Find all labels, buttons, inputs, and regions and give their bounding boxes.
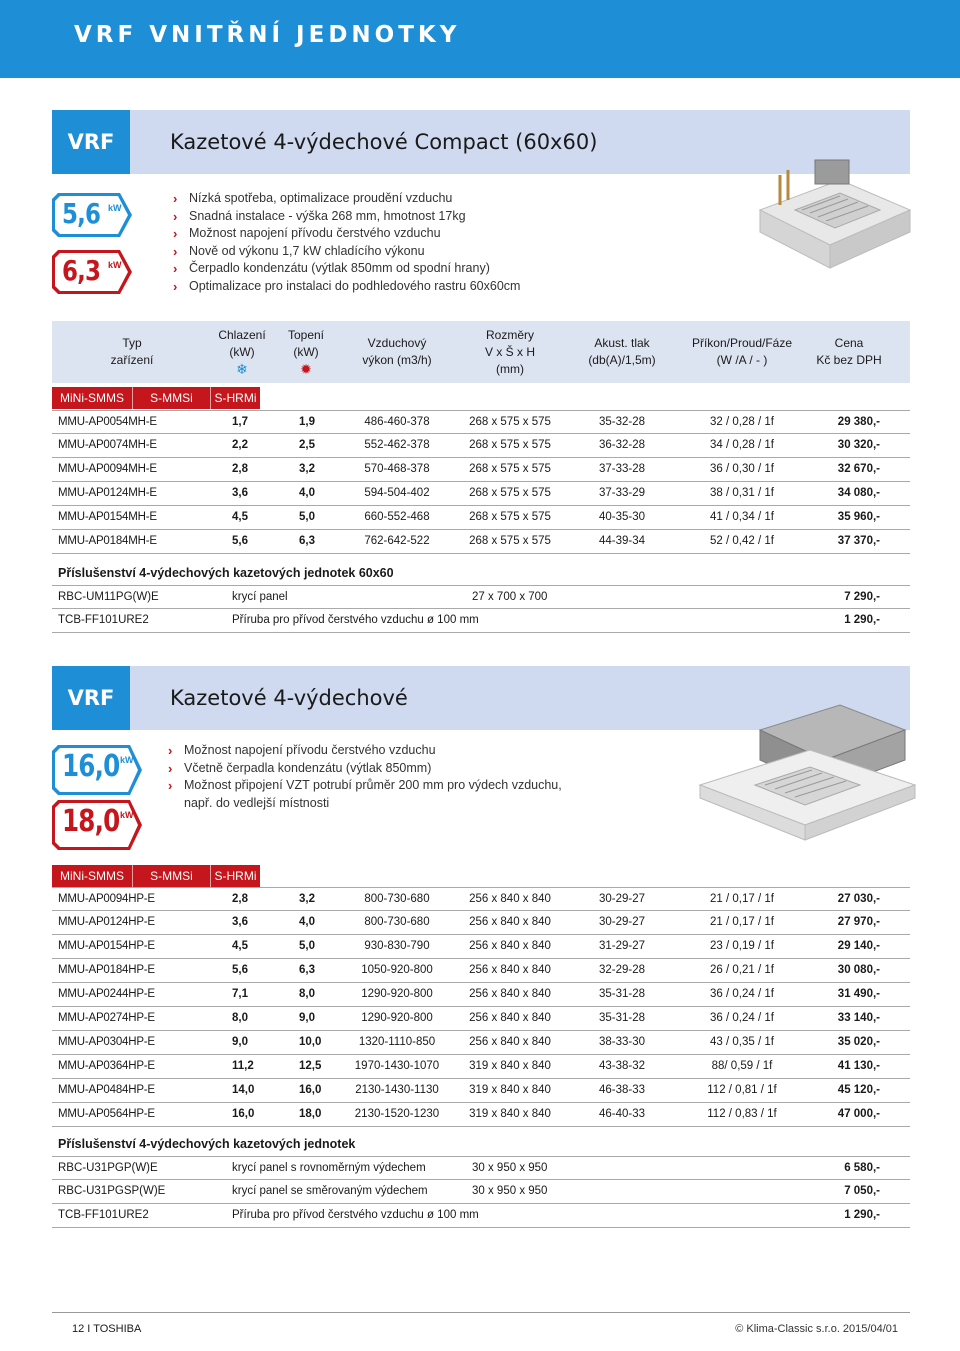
accessory-cell: krycí panel se směrovaným výdechem bbox=[232, 1185, 428, 1197]
table-cell: 5,0 bbox=[299, 511, 315, 523]
table-cell: 27 970,- bbox=[837, 916, 880, 928]
table-cell: MMU-AP0274HP-E bbox=[58, 1012, 155, 1024]
feature-item: › Možnost připojení VZT potrubí průměr 200 mm pro výdech vzduchu, bbox=[168, 778, 562, 794]
table-cell: 256 x 840 x 840 bbox=[469, 893, 551, 905]
table-cell: 34 / 0,28 / 1f bbox=[710, 439, 774, 451]
feature-item: › Možnost napojení přívodu čerstvého vzduchu bbox=[168, 743, 436, 758]
col-topeni: Topení (kW) ✹ bbox=[278, 327, 334, 378]
accessory-cell: 1 290,- bbox=[844, 614, 880, 626]
feature-item: › Včetně čerpadla kondenzátu (výtlak 850mm) bbox=[168, 760, 432, 776]
table-row bbox=[52, 1007, 910, 1031]
section2-features bbox=[168, 742, 562, 812]
tab-s-mmsi: S-MMSi bbox=[132, 865, 210, 887]
feature-item: › Čerpadlo kondenzátu (výtlak 850mm od spodní hrany) bbox=[173, 261, 490, 277]
table-cell: 33 140,- bbox=[837, 1012, 880, 1024]
table-cell: MMU-AP0364HP-E bbox=[58, 1060, 155, 1072]
table-cell: 5,6 bbox=[232, 535, 248, 547]
table-row bbox=[52, 1079, 910, 1103]
badge-unit: kW bbox=[108, 203, 122, 213]
table-cell: 16,0 bbox=[299, 1084, 322, 1096]
table-cell: MMU-AP0074MH-E bbox=[58, 439, 157, 451]
table-cell: 762-642-522 bbox=[364, 535, 430, 547]
chevron-right-icon: › bbox=[168, 778, 173, 794]
table-cell: 268 x 575 x 575 bbox=[469, 535, 551, 547]
table-cell: 319 x 840 x 840 bbox=[469, 1060, 551, 1072]
table-cell: 21 / 0,17 / 1f bbox=[710, 893, 774, 905]
table-cell: 4,5 bbox=[232, 511, 248, 523]
badge-unit: kW bbox=[120, 755, 134, 765]
table-cell: 4,0 bbox=[299, 487, 315, 499]
table-header bbox=[52, 321, 910, 383]
table-cell: 930-830-790 bbox=[364, 940, 430, 952]
feature-item: › Optimalizace pro instalaci do podhledového rastru 60x60cm bbox=[173, 278, 521, 294]
table-cell: 21 / 0,17 / 1f bbox=[710, 916, 774, 928]
accessory-cell: 7 290,- bbox=[844, 591, 880, 603]
table-cell: MMU-AP0484HP-E bbox=[58, 1084, 155, 1096]
table-cell: 11,2 bbox=[232, 1060, 254, 1072]
table-cell: MMU-AP0154MH-E bbox=[58, 511, 157, 523]
table-cell: 30-29-27 bbox=[598, 893, 646, 905]
table-cell: 2130-1430-1130 bbox=[355, 1084, 439, 1096]
table-cell: 31 490,- bbox=[837, 988, 880, 1000]
table-cell: 36 / 0,24 / 1f bbox=[710, 988, 774, 1000]
table-cell: 10,0 bbox=[299, 1036, 322, 1048]
table-cell: 32 670,- bbox=[837, 463, 880, 475]
chevron-right-icon: › bbox=[173, 191, 178, 206]
table-cell: 36 / 0,24 / 1f bbox=[710, 1012, 774, 1024]
cassette-image bbox=[690, 690, 920, 860]
table-cell: 43-38-32 bbox=[598, 1060, 646, 1072]
table-cell: 30-29-27 bbox=[598, 916, 646, 928]
page-footer bbox=[52, 1312, 910, 1342]
table-cell: MMU-AP0124HP-E bbox=[58, 916, 155, 928]
table-cell: 1290-920-800 bbox=[361, 988, 433, 1000]
table-cell: 41 / 0,34 / 1f bbox=[710, 511, 774, 523]
col-akust: Akust. tlak (db(A)/1,5m) bbox=[588, 336, 656, 367]
table-row bbox=[52, 434, 910, 458]
badge-value: 5,6 bbox=[62, 197, 101, 230]
table-cell: 35 020,- bbox=[837, 1036, 880, 1048]
table-cell: 800-730-680 bbox=[364, 916, 430, 928]
table-cell: 47 000,- bbox=[837, 1108, 880, 1120]
badge-unit: kW bbox=[108, 260, 122, 270]
series-tabs bbox=[52, 865, 260, 887]
accessory-cell: 1 290,- bbox=[844, 1209, 880, 1221]
accessory-cell: Příruba pro přívod čerstvého vzduchu ø 100 mm bbox=[232, 614, 479, 626]
table-cell: 38 / 0,31 / 1f bbox=[710, 487, 774, 499]
chevron-right-icon: › bbox=[168, 760, 173, 776]
table-row bbox=[52, 935, 910, 959]
page-title: VRF VNITŘNÍ JEDNOTKY bbox=[74, 22, 461, 48]
table-cell: 1,9 bbox=[299, 416, 315, 428]
capacity-badge-16-0 bbox=[52, 745, 142, 795]
table-cell: 31-29-27 bbox=[598, 940, 646, 952]
badge-value: 6,3 bbox=[62, 254, 101, 287]
table-cell: 3,6 bbox=[232, 487, 248, 499]
table-cell: 37-33-28 bbox=[598, 463, 646, 475]
table-cell: 660-552-468 bbox=[364, 511, 430, 523]
table-cell: 319 x 840 x 840 bbox=[469, 1108, 551, 1120]
table-cell: 16,0 bbox=[232, 1108, 255, 1120]
table-cell: 1970-1430-1070 bbox=[354, 1060, 440, 1072]
accessory-cell: Příruba pro přívod čerstvého vzduchu ø 100 mm bbox=[232, 1209, 479, 1221]
accessory-row bbox=[52, 609, 910, 633]
table-cell: 8,0 bbox=[232, 1012, 248, 1024]
accessory-cell: 30 x 950 x 950 bbox=[472, 1185, 548, 1197]
table-cell: 268 x 575 x 575 bbox=[469, 487, 551, 499]
accessory-cell: RBC-U31PGP(W)E bbox=[58, 1162, 158, 1174]
table-cell: MMU-AP0094HP-E bbox=[58, 893, 155, 905]
accessory-row bbox=[52, 1180, 910, 1204]
table-cell: 256 x 840 x 840 bbox=[469, 940, 551, 952]
table-cell: 256 x 840 x 840 bbox=[469, 916, 551, 928]
table-cell: 4,5 bbox=[232, 940, 248, 952]
section2-title: Kazetové 4-výdechové bbox=[130, 666, 910, 730]
chevron-right-icon: › bbox=[173, 243, 178, 259]
section2-accessories bbox=[52, 1156, 910, 1228]
table-cell: 4,0 bbox=[299, 916, 315, 928]
table-cell: 52 / 0,42 / 1f bbox=[710, 535, 774, 547]
table-cell: 2,8 bbox=[232, 893, 248, 905]
accessory-cell: 30 x 950 x 950 bbox=[472, 1162, 548, 1174]
section1-accessories bbox=[52, 585, 910, 633]
table-cell: 12,5 bbox=[299, 1060, 322, 1072]
table-row bbox=[52, 983, 910, 1007]
page-number: 12 I TOSHIBA bbox=[72, 1323, 142, 1335]
badge-value: 16,0 bbox=[62, 749, 120, 784]
chevron-right-icon: › bbox=[168, 743, 173, 758]
table-cell: 486-460-378 bbox=[364, 416, 430, 428]
table-cell: 7,1 bbox=[232, 988, 248, 1000]
table-cell: MMU-AP0124MH-E bbox=[58, 487, 157, 499]
feature-item: např. do vedlejší místnosti bbox=[184, 795, 330, 810]
table-cell: 2130-1520-1230 bbox=[354, 1108, 440, 1120]
accessory-cell: TCB-FF101URE2 bbox=[58, 1209, 149, 1221]
table-cell: 570-468-378 bbox=[364, 463, 430, 475]
table-cell: 29 140,- bbox=[837, 940, 880, 952]
table-cell: 256 x 840 x 840 bbox=[469, 1036, 551, 1048]
top-banner bbox=[0, 0, 960, 78]
feature-item: › Možnost napojení přívodu čerstvého vzduchu bbox=[173, 226, 441, 242]
section1-features bbox=[173, 190, 520, 296]
table-cell: 43 / 0,35 / 1f bbox=[710, 1036, 774, 1048]
section1-title: Kazetové 4-výdechové Compact (60x60) bbox=[130, 110, 910, 174]
table-cell: 268 x 575 x 575 bbox=[469, 511, 551, 523]
table-cell: 27 030,- bbox=[837, 893, 880, 905]
table-cell: 3,6 bbox=[232, 916, 248, 928]
table-cell: 1,7 bbox=[232, 416, 248, 428]
col-typ: Typ zařízení bbox=[110, 336, 154, 367]
copyright: © Klima-Classic s.r.o. 2015/04/01 bbox=[735, 1323, 898, 1335]
table-cell: 45 120,- bbox=[837, 1084, 880, 1096]
sun-icon: ✹ bbox=[300, 361, 312, 377]
table-cell: MMU-AP0244HP-E bbox=[58, 988, 155, 1000]
feature-item: › Snadná instalace - výška 268 mm, hmotnost 17kg bbox=[173, 208, 466, 224]
table-cell: MMU-AP0184MH-E bbox=[58, 535, 157, 547]
table-row bbox=[52, 530, 910, 554]
col-rozmery: Rozměry V x Š x H (mm) bbox=[484, 328, 535, 376]
table-cell: 35-31-28 bbox=[598, 1012, 646, 1024]
section2-table bbox=[52, 887, 910, 1127]
table-cell: 112 / 0,83 / 1f bbox=[707, 1108, 777, 1120]
table-cell: 35-31-28 bbox=[598, 988, 646, 1000]
table-cell: 1050-920-800 bbox=[361, 964, 433, 976]
tab-s-hrmi: S-HRMi bbox=[210, 387, 260, 409]
table-cell: 23 / 0,19 / 1f bbox=[710, 940, 774, 952]
accessory-cell: RBC-UM11PG(W)E bbox=[58, 591, 159, 603]
table-cell: 46-38-33 bbox=[598, 1084, 646, 1096]
table-cell: 552-462-378 bbox=[364, 439, 430, 451]
table-cell: 800-730-680 bbox=[364, 893, 430, 905]
table-cell: 44-39-34 bbox=[598, 535, 646, 547]
section1-tag: VRF bbox=[52, 110, 130, 174]
accessory-cell: RBC-U31PGSP(W)E bbox=[58, 1185, 166, 1197]
chevron-right-icon: › bbox=[173, 261, 178, 277]
feature-item: › Nízká spotřeba, optimalizace proudění vzduchu bbox=[173, 191, 453, 206]
section2-accessories-title: Příslušenství 4-výdechových kazetových jednotek bbox=[58, 1137, 356, 1151]
table-cell: 26 / 0,21 / 1f bbox=[710, 964, 774, 976]
table-row bbox=[52, 887, 910, 911]
table-cell: 36-32-28 bbox=[598, 439, 646, 451]
table-cell: MMU-AP0184HP-E bbox=[58, 964, 155, 976]
table-cell: 35-32-28 bbox=[598, 416, 646, 428]
col-vzduch: Vzduchový výkon (m3/h) bbox=[362, 336, 432, 367]
accessory-cell: 27 x 700 x 700 bbox=[472, 591, 548, 603]
accessory-cell: krycí panel s rovnoměrným výdechem bbox=[232, 1162, 426, 1174]
table-cell: 6,3 bbox=[299, 535, 315, 547]
table-cell: 594-504-402 bbox=[364, 487, 430, 499]
badge-unit: kW bbox=[120, 810, 134, 820]
table-cell: 1290-920-800 bbox=[361, 1012, 433, 1024]
table-cell: 30 080,- bbox=[837, 964, 880, 976]
table-cell: 37 370,- bbox=[837, 535, 880, 547]
table-cell: 1320-1110-850 bbox=[358, 1036, 436, 1048]
accessory-row bbox=[52, 1204, 910, 1228]
table-cell: 6,3 bbox=[299, 964, 315, 976]
table-cell: 36 / 0,30 / 1f bbox=[710, 463, 774, 475]
table-cell: 268 x 575 x 575 bbox=[469, 439, 551, 451]
table-row bbox=[52, 506, 910, 530]
table-cell: 35 960,- bbox=[837, 511, 880, 523]
capacity-badge-5-6 bbox=[52, 193, 132, 237]
table-cell: MMU-AP0154HP-E bbox=[58, 940, 155, 952]
table-cell: 3,2 bbox=[299, 893, 315, 905]
table-cell: 2,8 bbox=[232, 463, 248, 475]
chevron-right-icon: › bbox=[173, 226, 178, 242]
table-cell: 112 / 0,81 / 1f bbox=[707, 1084, 777, 1096]
section2-tag: VRF bbox=[52, 666, 130, 730]
tab-mini-smms: MiNi-SMMS bbox=[52, 865, 132, 887]
tab-s-hrmi: S-HRMi bbox=[210, 865, 260, 887]
accessory-cell: 6 580,- bbox=[844, 1162, 880, 1174]
table-cell: 268 x 575 x 575 bbox=[469, 463, 551, 475]
col-prikon: Příkon/Proud/Fáze (W /A / - ) bbox=[691, 336, 793, 367]
section1-table bbox=[52, 410, 910, 554]
feature-item: › Nově od výkonu 1,7 kW chladícího výkonu bbox=[173, 243, 425, 259]
table-cell: MMU-AP0564HP-E bbox=[58, 1108, 155, 1120]
table-cell: 319 x 840 x 840 bbox=[469, 1084, 551, 1096]
accessory-row bbox=[52, 1156, 910, 1180]
table-row bbox=[52, 1031, 910, 1055]
chevron-right-icon: › bbox=[173, 278, 178, 294]
table-row bbox=[52, 410, 910, 434]
badge-value: 18,0 bbox=[62, 804, 120, 839]
table-cell: 9,0 bbox=[299, 1012, 315, 1024]
table-cell: 30 320,- bbox=[837, 439, 880, 451]
col-cena: Cena Kč bez DPH bbox=[816, 336, 882, 367]
table-cell: 9,0 bbox=[232, 1036, 248, 1048]
table-cell: 256 x 840 x 840 bbox=[469, 964, 551, 976]
col-chlazeni: Chlazení (kW) ❄ bbox=[212, 327, 272, 378]
snowflake-icon: ❄ bbox=[236, 361, 248, 377]
capacity-badge-18-0 bbox=[52, 800, 142, 850]
table-cell: 5,6 bbox=[232, 964, 248, 976]
table-cell: 46-40-33 bbox=[598, 1108, 646, 1120]
table-cell: MMU-AP0094MH-E bbox=[58, 463, 157, 475]
table-cell: 38-33-30 bbox=[598, 1036, 646, 1048]
table-cell: 268 x 575 x 575 bbox=[469, 416, 551, 428]
series-tabs bbox=[52, 387, 260, 409]
capacity-badge-6-3 bbox=[52, 250, 132, 294]
tab-s-mmsi: S-MMSi bbox=[132, 387, 210, 409]
table-cell: 2,2 bbox=[232, 439, 248, 451]
chevron-right-icon: › bbox=[173, 208, 178, 224]
table-cell: 29 380,- bbox=[837, 416, 880, 428]
tab-mini-smms: MiNi-SMMS bbox=[52, 387, 132, 409]
table-cell: 18,0 bbox=[299, 1108, 322, 1120]
table-cell: MMU-AP0054MH-E bbox=[58, 416, 157, 428]
table-cell: 34 080,- bbox=[837, 487, 880, 499]
accessory-row bbox=[52, 585, 910, 609]
table-row bbox=[52, 482, 910, 506]
table-cell: 88/ 0,59 / 1f bbox=[711, 1060, 773, 1072]
table-cell: 32-29-28 bbox=[598, 964, 646, 976]
accessory-cell: 7 050,- bbox=[844, 1185, 880, 1197]
table-cell: MMU-AP0304HP-E bbox=[58, 1036, 155, 1048]
accessory-cell: TCB-FF101URE2 bbox=[58, 614, 149, 626]
accessory-cell: krycí panel bbox=[232, 591, 288, 603]
table-row bbox=[52, 1055, 910, 1079]
table-cell: 14,0 bbox=[232, 1084, 255, 1096]
table-cell: 32 / 0,28 / 1f bbox=[710, 416, 774, 428]
table-row bbox=[52, 959, 910, 983]
table-row bbox=[52, 911, 910, 935]
table-cell: 256 x 840 x 840 bbox=[469, 988, 551, 1000]
table-row bbox=[52, 1103, 910, 1127]
compact-cassette-image bbox=[740, 150, 920, 300]
table-cell: 8,0 bbox=[299, 988, 315, 1000]
table-row bbox=[52, 458, 910, 482]
table-cell: 5,0 bbox=[299, 940, 315, 952]
table-cell: 2,5 bbox=[299, 439, 315, 451]
table-cell: 3,2 bbox=[299, 463, 315, 475]
table-cell: 41 130,- bbox=[837, 1060, 880, 1072]
table-cell: 256 x 840 x 840 bbox=[469, 1012, 551, 1024]
table-cell: 37-33-29 bbox=[598, 487, 646, 499]
section1-accessories-title: Příslušenství 4-výdechových kazetových jednotek 60x60 bbox=[58, 566, 394, 580]
table-cell: 40-35-30 bbox=[598, 511, 646, 523]
